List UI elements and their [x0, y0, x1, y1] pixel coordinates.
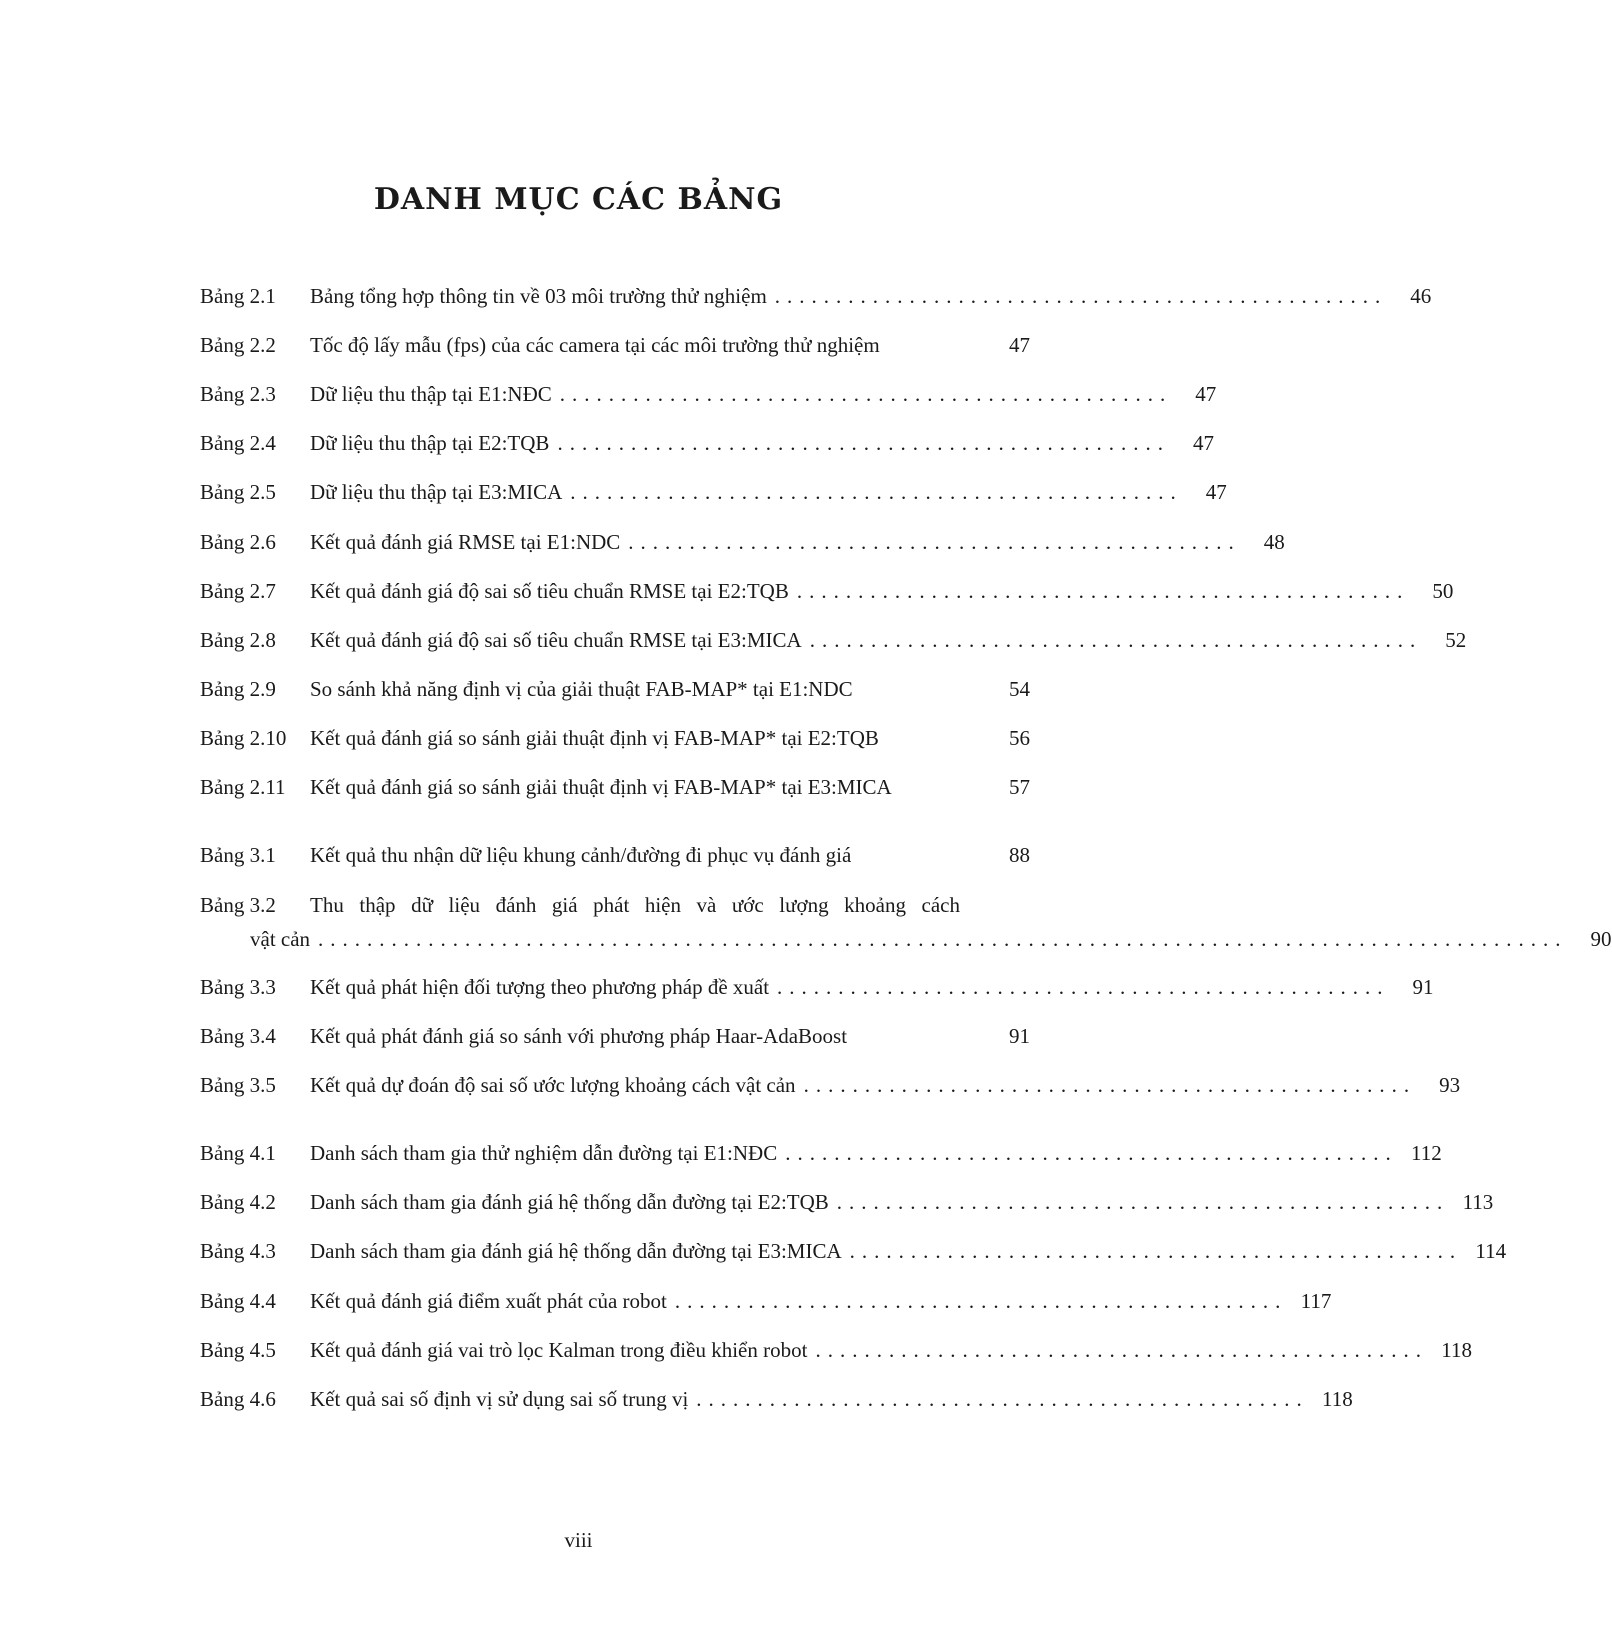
- entry-title: Danh sách tham gia đánh giá hệ thống dẫn đường tại E3:MICA: [310, 1239, 842, 1263]
- entry-page: 91: [1009, 1024, 1030, 1048]
- list-item[interactable]: [200, 281, 1432, 311]
- entry-number: Bảng 3.2: [200, 893, 276, 917]
- list-item[interactable]: [200, 840, 1030, 870]
- entry-page: 47: [1009, 333, 1030, 357]
- dot-leader: ..................................................: [796, 579, 1410, 603]
- dot-leader: ..................................................: [809, 628, 1423, 652]
- entry-title: Bảng tổng hợp thông tin về 03 môi trường thử nghiệm: [310, 284, 767, 308]
- list-item[interactable]: [200, 428, 1214, 458]
- list-item[interactable]: [200, 477, 1227, 507]
- entry-number: Bảng 4.6: [200, 1387, 276, 1411]
- list-item[interactable]: [200, 1070, 1461, 1100]
- entry-number: Bảng 2.1: [200, 284, 276, 308]
- dot-leader: ..................................................: [559, 382, 1173, 406]
- entry-number: Bảng 4.2: [200, 1190, 276, 1214]
- entry-title-continuation: vật cản: [250, 927, 311, 951]
- entry-page: 47: [1195, 382, 1217, 406]
- entry-number: Bảng 3.5: [200, 1073, 276, 1097]
- entry-number: Bảng 2.11: [200, 775, 286, 799]
- entry-page: 88: [1009, 843, 1030, 867]
- list-item[interactable]: [200, 1138, 1442, 1168]
- list-item[interactable]: [200, 1236, 1507, 1266]
- entry-number: Bảng 2.7: [200, 579, 276, 603]
- entry-title: Danh sách tham gia đánh giá hệ thống dẫn đường tại E2:TQB: [310, 1190, 829, 1214]
- page-number: viii: [564, 1528, 593, 1552]
- entry-page: 54: [1009, 677, 1030, 701]
- entry-title: So sánh khả năng định vị của giải thuật FAB-MAP* tại E1:NDC: [310, 677, 853, 701]
- dot-leader: ..................................................: [674, 1289, 1288, 1313]
- dot-leader: ..................................................: [815, 1338, 1428, 1362]
- entry-title: Kết quả đánh giá độ sai số tiêu chuẩn RMSE tại E2:TQB: [310, 579, 789, 603]
- entry-page: 118: [1441, 1338, 1472, 1362]
- entry-title: Kết quả phát hiện đối tượng theo phương pháp đề xuất: [310, 975, 770, 999]
- entry-number: Bảng 3.3: [200, 975, 276, 999]
- list-item[interactable]: [200, 1286, 1332, 1316]
- entry-number: Bảng 4.1: [200, 1141, 276, 1165]
- entry-page: 47: [1205, 480, 1227, 504]
- entry-page: 57: [1009, 775, 1030, 799]
- entry-title: Kết quả đánh giá so sánh giải thuật định vị FAB-MAP* tại E3:MICA: [310, 775, 892, 799]
- dot-leader: ..................................................: [803, 1073, 1417, 1097]
- list-item[interactable]: [200, 330, 1030, 360]
- entry-page: 90: [1590, 927, 1612, 951]
- list-item[interactable]: [200, 772, 1030, 802]
- list-item[interactable]: [200, 625, 1467, 655]
- entry-page: 113: [1462, 1190, 1494, 1214]
- list-item[interactable]: [200, 674, 1030, 704]
- entry-title: Kết quả đánh giá vai trò lọc Kalman trong điều khiển robot: [310, 1338, 808, 1362]
- entry-title: Kết quả dự đoán độ sai số ước lượng khoảng cách vật cản: [310, 1073, 796, 1097]
- entry-page: 91: [1412, 975, 1434, 999]
- entry-number: Bảng 2.9: [200, 677, 276, 701]
- entry-title: Kết quả phát đánh giá so sánh với phương pháp Haar-AdaBoost: [310, 1024, 848, 1048]
- entry-page: 114: [1475, 1239, 1507, 1263]
- entry-title: Danh sách tham gia thử nghiệm dẫn đường tại E1:NĐC: [310, 1141, 778, 1165]
- entry-page: 52: [1445, 628, 1467, 652]
- entry-page: 48: [1263, 530, 1285, 554]
- entry-number: Bảng 2.4: [200, 431, 276, 455]
- entry-title: Dữ liệu thu thập tại E2:TQB: [310, 431, 550, 455]
- list-item[interactable]: [200, 890, 1612, 954]
- entry-title: Dữ liệu thu thập tại E3:MICA: [310, 480, 563, 504]
- entry-page: 93: [1439, 1073, 1461, 1097]
- list-item[interactable]: [200, 1021, 1030, 1051]
- list-item[interactable]: [200, 723, 1030, 753]
- entry-title: Tốc độ lấy mẫu (fps) của các camera tại các môi trường thử nghiệm: [310, 333, 880, 357]
- entry-title: Kết quả thu nhận dữ liệu khung cảnh/đường đi phục vụ đánh giá: [310, 843, 852, 867]
- dot-leader: ..................................................: [628, 530, 1241, 554]
- entry-title: Kết quả đánh giá độ sai số tiêu chuẩn RMSE tại E3:MICA: [310, 628, 802, 652]
- dot-leader: ..................................................: [849, 1239, 1463, 1263]
- entry-title: Kết quả sai số định vị sử dụng sai số trung vị: [310, 1387, 689, 1411]
- entry-number: Bảng 4.3: [200, 1239, 276, 1263]
- entry-number: Bảng 2.6: [200, 530, 276, 554]
- entry-number: Bảng 3.4: [200, 1024, 276, 1048]
- entry-page: 46: [1410, 284, 1432, 308]
- entry-number: Bảng 4.4: [200, 1289, 276, 1313]
- dot-leader: ..................................................: [777, 975, 1390, 999]
- dot-leader: ..................................................: [774, 284, 1388, 308]
- entry-title: Kết quả đánh giá điểm xuất phát của robot: [310, 1289, 667, 1313]
- entry-number: Bảng 2.2: [200, 333, 276, 357]
- entry-page: 118: [1322, 1387, 1353, 1411]
- list-item[interactable]: [200, 1335, 1472, 1365]
- dot-leader: ..................................................: [557, 431, 1170, 455]
- entry-page: 112: [1410, 1141, 1442, 1165]
- dot-leader: ..................................................: [696, 1387, 1309, 1411]
- dot-leader: ......................................................................................................: [318, 927, 1568, 951]
- list-item[interactable]: [200, 527, 1285, 557]
- entry-title: Thu thập dữ liệu đánh giá phát hiện và ước lượng khoảng cách: [310, 893, 960, 917]
- entry-number: Bảng 2.8: [200, 628, 276, 652]
- entry-title: Kết quả đánh giá so sánh giải thuật định vị FAB-MAP* tại E2:TQB: [310, 726, 879, 750]
- dot-leader: ..................................................: [836, 1190, 1450, 1214]
- entry-page: 47: [1192, 431, 1214, 455]
- entry-number: Bảng 2.10: [200, 726, 287, 750]
- page-title: DANH MỤC CÁC BẢNG: [373, 182, 784, 217]
- entry-number: Bảng 3.1: [200, 843, 276, 867]
- entry-title: Dữ liệu thu thập tại E1:NĐC: [310, 382, 552, 406]
- entry-title: Kết quả đánh giá RMSE tại E1:NDC: [310, 530, 621, 554]
- entry-number: Bảng 2.5: [200, 480, 276, 504]
- list-item[interactable]: [200, 379, 1217, 409]
- list-item[interactable]: [200, 576, 1454, 606]
- list-item[interactable]: [200, 1384, 1353, 1414]
- list-item[interactable]: [200, 972, 1434, 1002]
- dot-leader: ..................................................: [785, 1141, 1398, 1165]
- entry-page: 117: [1300, 1289, 1332, 1313]
- list-item[interactable]: [200, 1187, 1494, 1217]
- entry-page: 56: [1009, 726, 1030, 750]
- entry-page: 50: [1432, 579, 1454, 603]
- entry-number: Bảng 2.3: [200, 382, 276, 406]
- entry-number: Bảng 4.5: [200, 1338, 276, 1362]
- dot-leader: ..................................................: [570, 480, 1183, 504]
